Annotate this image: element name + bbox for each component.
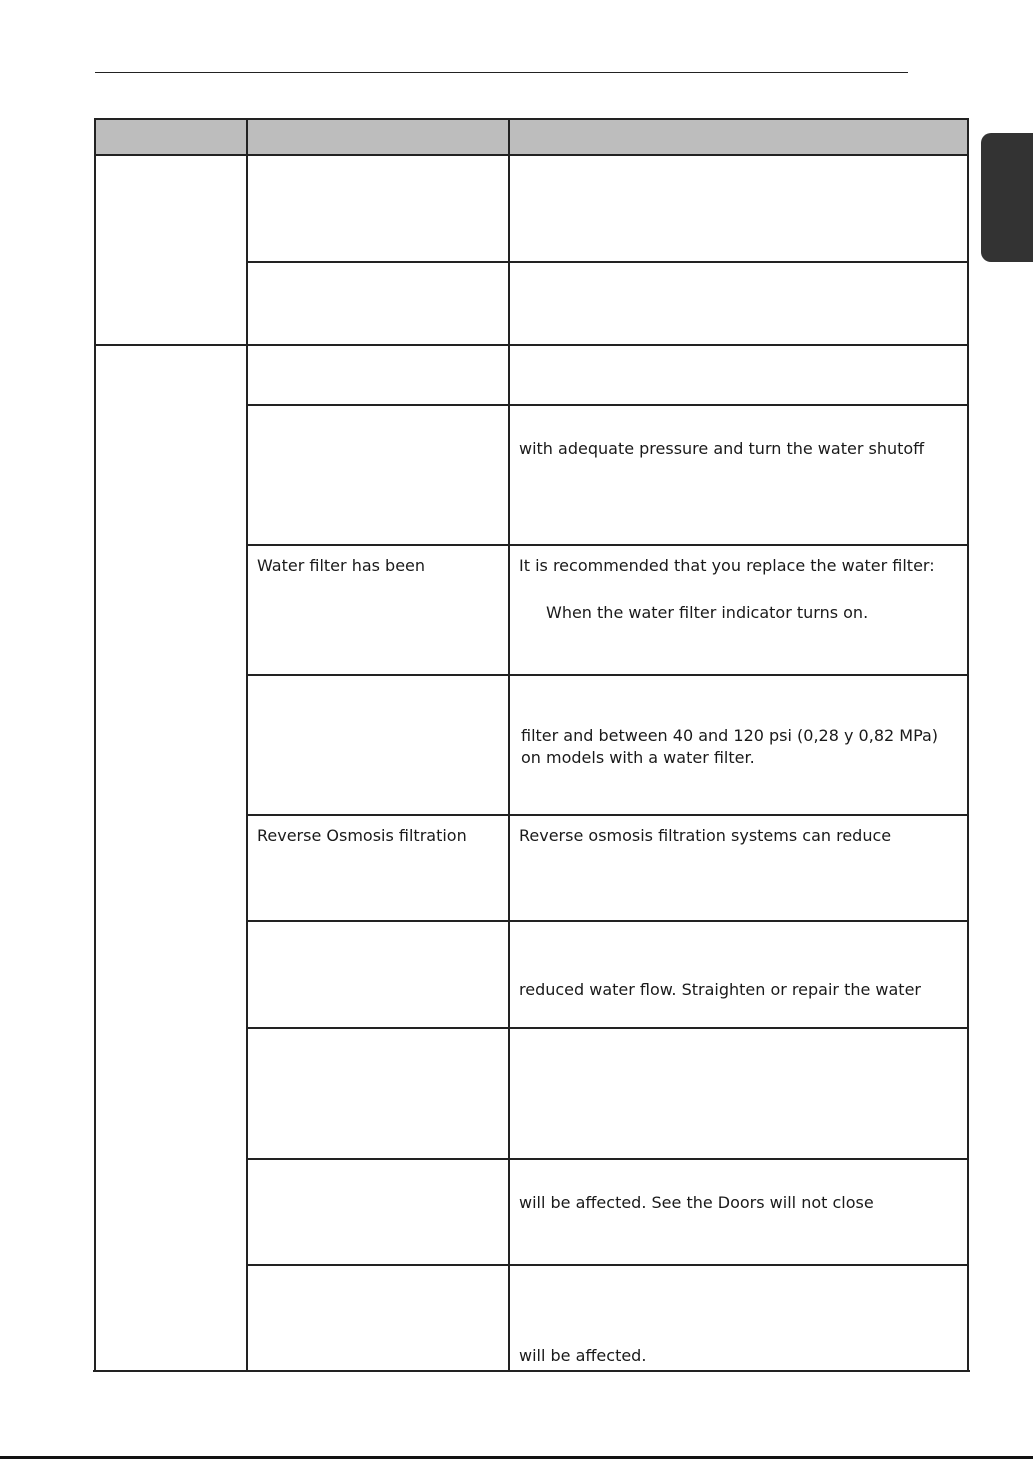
row-divider — [247, 1027, 968, 1029]
cause-text: Water filter has been — [257, 556, 426, 575]
solution-text: filter and between 40 and 120 psi (0,28 y 0,82 MPa) — [521, 726, 939, 745]
solution-text: When the water filter indicator turns on. — [546, 603, 869, 622]
row-divider — [247, 814, 968, 816]
solution-text: will be affected. — [519, 1346, 647, 1365]
table-border-right — [967, 118, 969, 1372]
solution-text: will be affected. See the Doors will not close — [519, 1193, 874, 1212]
table-border-top — [95, 118, 968, 120]
column-divider-2 — [508, 118, 510, 1372]
cause-text: Reverse Osmosis filtration — [257, 826, 467, 845]
solution-text: Reverse osmosis filtration systems can reduce — [519, 826, 892, 845]
row-divider — [247, 1158, 968, 1160]
table-border-bottom — [93, 1370, 970, 1372]
group-divider — [95, 344, 968, 346]
row-divider — [247, 920, 968, 922]
table-border-left — [94, 118, 96, 1372]
column-divider-1 — [246, 118, 248, 1372]
table-header-row — [95, 119, 968, 155]
row-divider — [247, 261, 968, 263]
row-divider — [247, 544, 968, 546]
solution-text: It is recommended that you replace the water filter: — [519, 556, 935, 575]
table-header-bottom — [95, 154, 968, 156]
solution-text: reduced water flow. Straighten or repair the water — [519, 980, 921, 999]
solution-text: with adequate pressure and turn the water shutoff — [519, 439, 925, 458]
row-divider — [247, 404, 968, 406]
row-divider — [247, 1264, 968, 1266]
row-divider — [247, 674, 968, 676]
solution-text: on models with a water filter. — [521, 748, 755, 767]
